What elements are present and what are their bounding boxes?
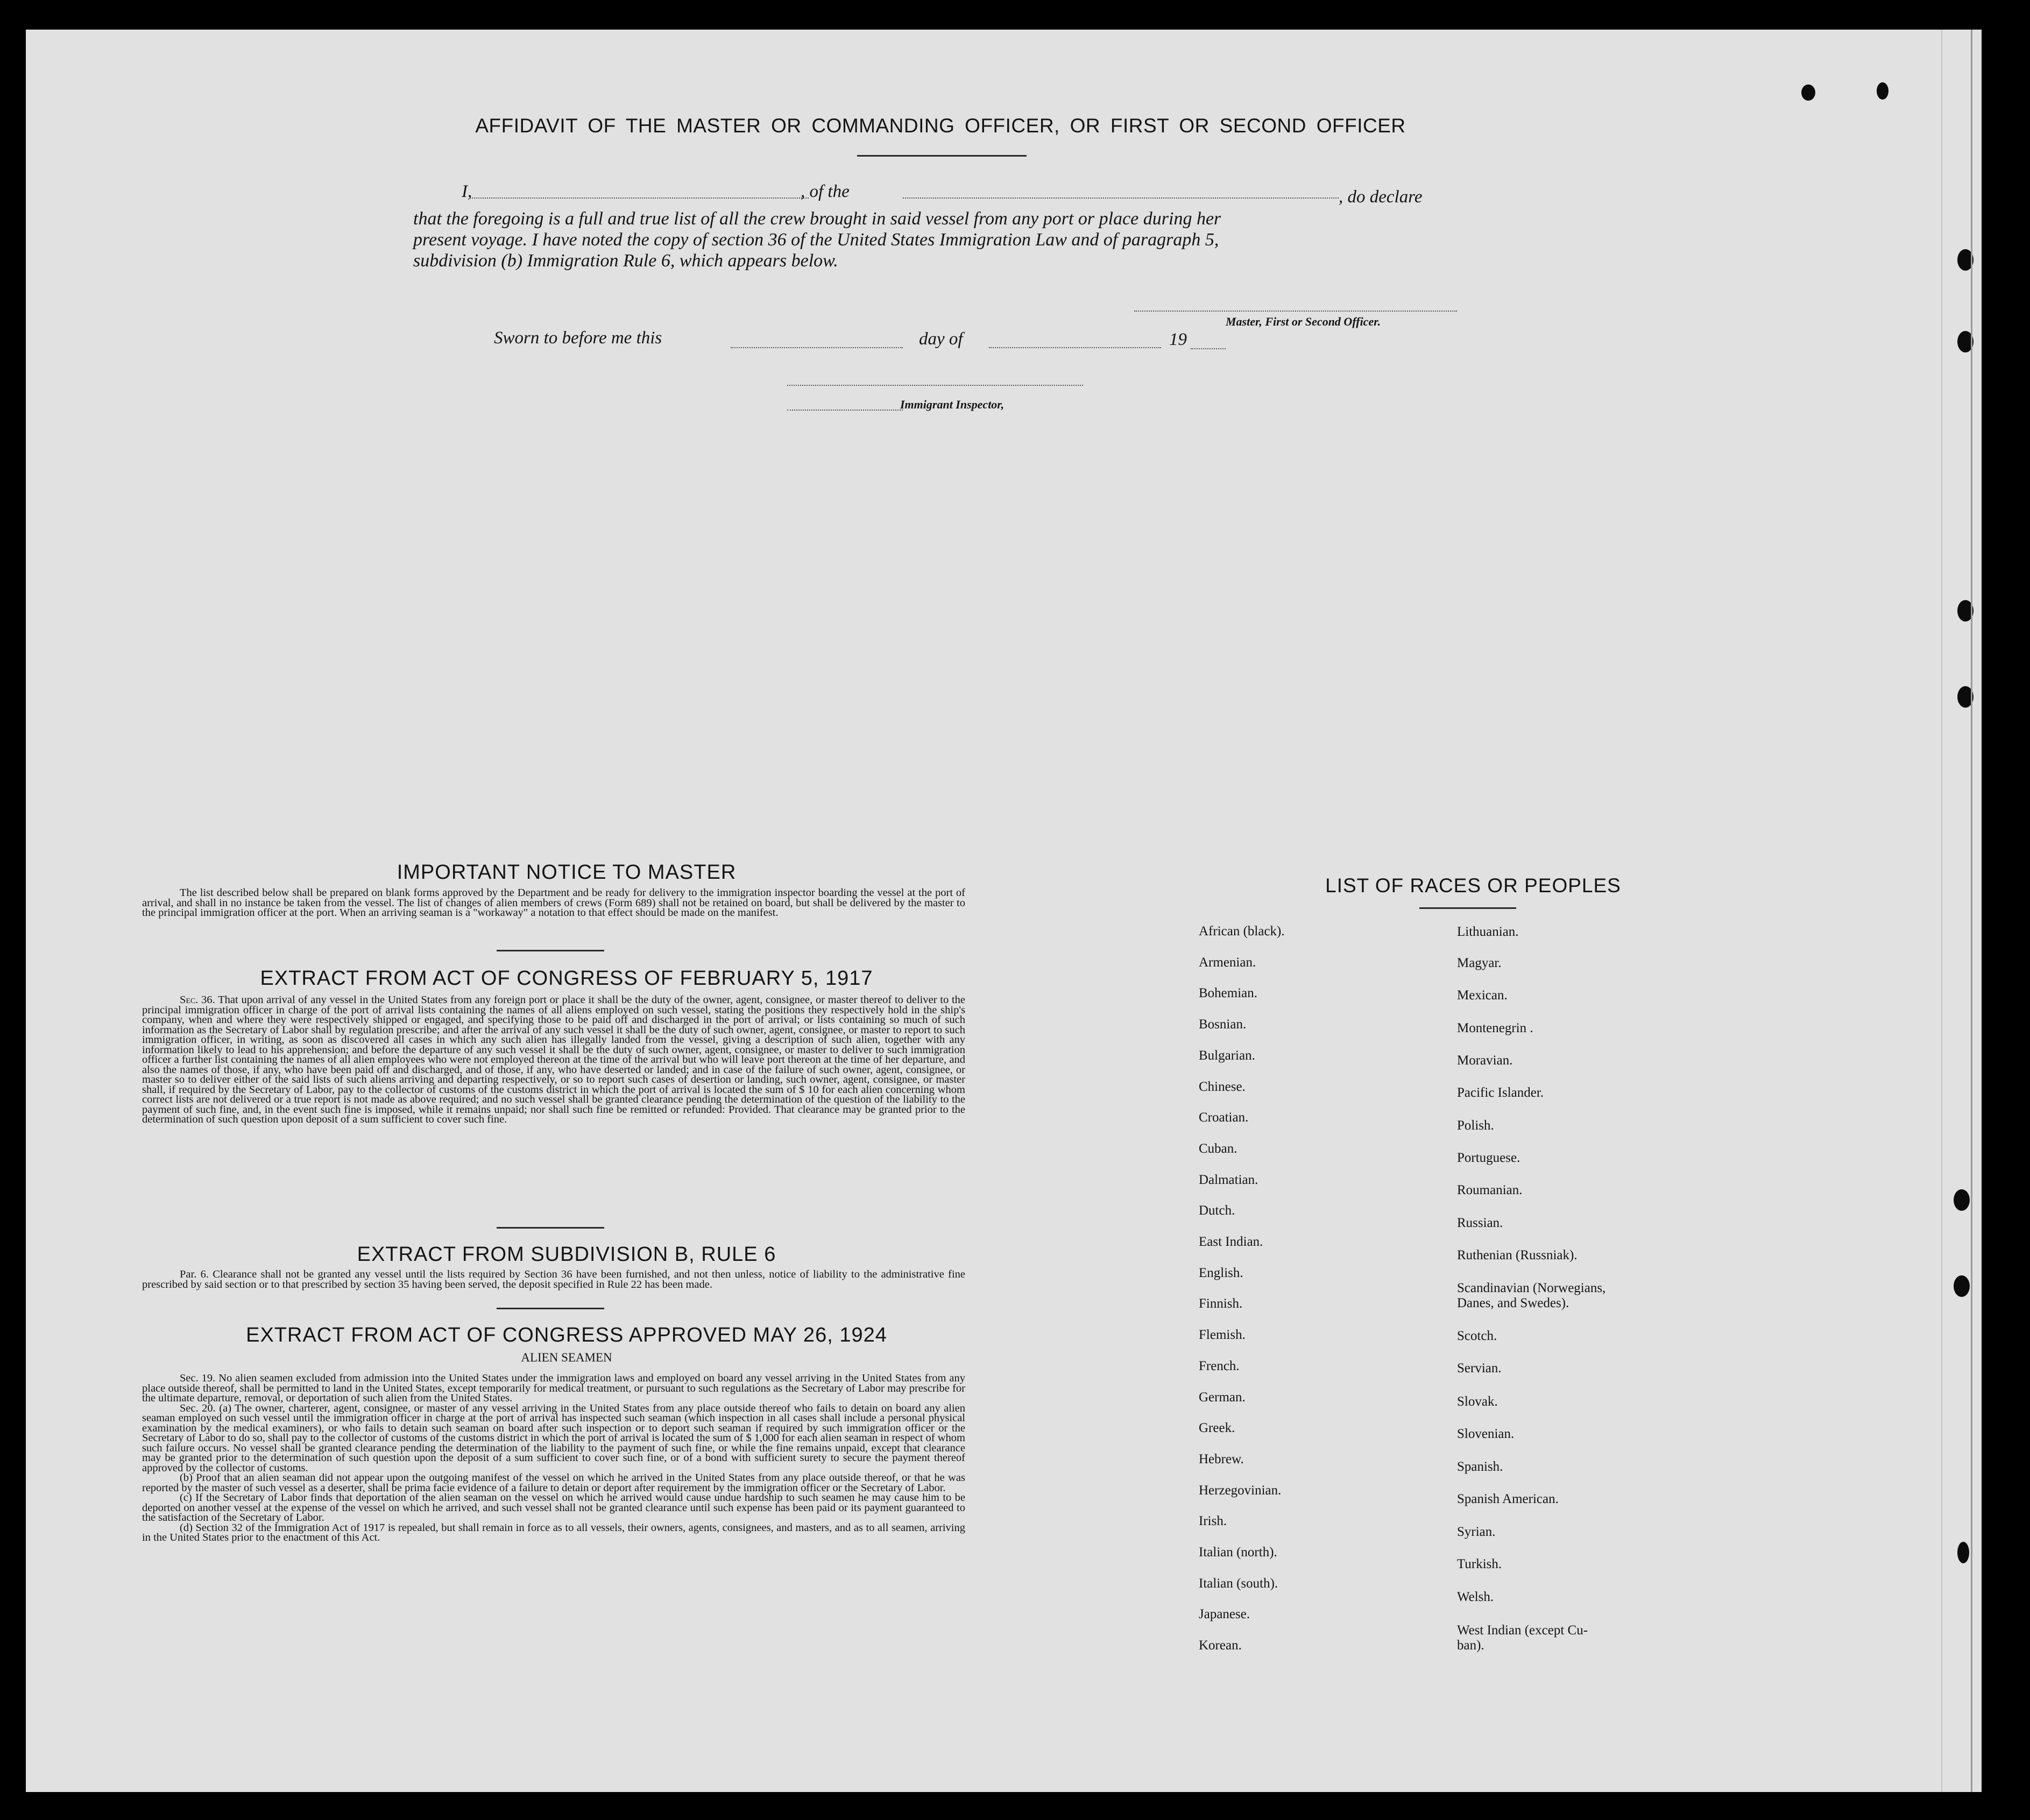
binder-hole [1877,82,1888,100]
race-item: French. [1199,1358,1240,1373]
race-item: Korean. [1199,1638,1242,1653]
declaration-line-2: present voyage. I have noted the copy of section 36 of the United States Immigration Law and of paragraph 5, [413,230,1219,250]
page-edge-line [1941,30,1942,1792]
race-item: Bohemian. [1199,986,1258,1001]
rule-6-title: EXTRACT FROM SUBDIVISION B, RULE 6 [357,1243,776,1266]
race-item: Cuban. [1199,1141,1237,1156]
race-item: Croatian. [1199,1110,1249,1125]
sworn-month-fill-line[interactable] [989,347,1161,348]
extract-1924-subtitle: ALIEN SEAMEN [521,1351,612,1364]
race-item: Hebrew. [1199,1451,1244,1466]
race-item: Herzegovinian. [1199,1483,1282,1498]
race-item: Roumanian. [1457,1183,1523,1197]
race-item: Slovenian. [1457,1427,1515,1441]
i-label: I, [462,182,472,201]
race-item: Italian (north). [1199,1545,1277,1560]
race-item: Portuguese. [1457,1151,1520,1165]
race-item: Dutch. [1199,1203,1235,1218]
race-item: African (black). [1199,924,1285,939]
race-item: Welsh. [1457,1590,1494,1604]
inspector-signature-line-2[interactable] [787,410,903,411]
extract-1924-text [142,1373,965,1543]
extract-1924-title: EXTRACT FROM ACT OF CONGRESS APPROVED MAY 26, 1924 [246,1324,887,1346]
races-title: LIST OF RACES OR PEOPLES [1325,874,1621,897]
rule-6-text [142,1269,965,1289]
race-item: ban). [1457,1638,1484,1653]
race-item: Pacific Islander. [1457,1085,1544,1100]
race-item: Mexican. [1457,988,1508,1003]
notice-text [142,888,965,918]
extract-1917-text [142,995,965,1125]
race-item: Slovak. [1457,1394,1498,1409]
race-item: Spanish. [1457,1459,1503,1474]
day-of-label: day of [919,329,963,349]
race-item: Bulgarian. [1199,1048,1255,1063]
vessel-fill-line[interactable] [903,197,1339,199]
inspector-signature-line-1[interactable] [787,385,1083,386]
officer-signature-line[interactable] [1134,311,1457,312]
paragraph-c: (c) If the Secretary of Labor finds that deportation of the alien seaman on the vessel on which he arrived would cause undue hardship to such seamen he may cause him to be deported on another vessel at the expense of the vessel on which he arrived, and such vessel shall not be granted clearance until such expense has been paid or its payment guaranteed to the satisfaction of the Secretary of Labor. [142,1492,965,1523]
race-item: Turkish. [1457,1557,1502,1571]
race-item: Moravian. [1457,1053,1513,1068]
declaration-line-3: subdivision (b) Immigration Rule 6, which appears below. [413,251,838,271]
race-item: West Indian (except Cu- [1457,1623,1588,1638]
binder-hole [1957,1542,1969,1563]
affidavit-title: AFFIDAVIT OF THE MASTER OR COMMANDING OFFICER, OR FIRST OR SECOND OFFICER [475,115,1406,137]
notice-divider [497,950,604,951]
name-fill-line[interactable] [470,197,809,199]
race-item: Finnish. [1199,1296,1243,1311]
do-declare-label: , do declare [1339,187,1423,207]
race-item: Flemish. [1199,1328,1246,1343]
race-item: Russian. [1457,1216,1503,1230]
race-item: English. [1199,1265,1243,1280]
notice-paragraph: The list described below shall be prepared on blank forms approved by the Department and be ready for delivery to the immigration inspector boarding the vessel at the port of arrival, and shall in no instance be taken from the vessel. The list of changes of alien members of crews (Form 689) shall not be retained on board, but shall be delivered by the master to the principal immigration officer at the port. When an arriving seaman is a "workaway" a notation to that effect should be made on the manifest. [142,887,965,919]
race-item: East Indian. [1199,1235,1263,1249]
binder-hole [1954,1275,1970,1297]
races-divider [1419,907,1516,909]
extract-1917-title: EXTRACT FROM ACT OF CONGRESS OF FEBRUARY 5, 1917 [260,967,873,990]
page-edge-line [1971,30,1972,1792]
of-the-label: , of the [801,182,850,201]
title-underline [857,155,1027,157]
binder-hole [1954,1189,1970,1211]
extract-1917-divider [497,1227,604,1229]
rule-6-divider [497,1308,604,1309]
inspector-caption: Immigrant Inspector, [900,398,1005,411]
sworn-label: Sworn to before me this [494,328,662,348]
binder-hole [1801,84,1815,101]
race-item: Armenian. [1199,955,1256,970]
race-item: Danes, and Swedes). [1457,1296,1569,1310]
paragraph-d: (d) Section 32 of the Immigration Act of 1917 is repealed, but shall remain in force as to all vessels, their owners, agents, consignees, and masters, and as to all seamen, arriving in the United States prior to the enactment of this Act. [142,1521,965,1543]
race-item: Bosnian. [1199,1017,1247,1032]
year-label: 19 [1169,330,1187,349]
race-item: Chinese. [1199,1079,1246,1094]
section-20-paragraph: Sec. 20. (a) The owner, charterer, agent, consignee, or master of any vessel arriving in the United States from any place outside thereof who fails to detain on board any alien seaman employed on such vessel until the immigration officer in charge at the port of arrival has inspected such seaman (which inspection in all cases shall include a personal physical examination by the medical examiners), or who fails to detain such seaman on board after such inspection or to deport such seaman if required by such immigration officer or the Secretary of Labor to do so, shall pay to the collector of customs of the customs district in which the port of arrival is located the sum of $ 1,000 for each alien seaman in respect of whom such failure occurs. No vessel shall be granted clearance pending the determination of the liability to the payment of such fine, or while the fine remains unpaid, except that clearance may be granted prior to the determination of such question upon the deposit of a sum sufficient to cover such fine, or of a bond with sufficient surety to secure the payment thereof approved by the collector of customs. [142,1402,965,1474]
race-item: German. [1199,1389,1246,1405]
notice-title: IMPORTANT NOTICE TO MASTER [397,861,737,884]
paragraph-b: (b) Proof that an alien seaman did not appear upon the outgoing manifest of the vessel on which he arrived in the United States from any place outside thereof, or that he was reported by the master of such vessel as a deserter, shall be prima facie evidence of a failure to detain or deport after requirement by the immigration officer or the Secretary of Labor. [142,1472,965,1494]
race-item: Montenegrin . [1457,1021,1533,1035]
year-fill-line[interactable] [1191,348,1226,349]
race-item: Lithuanian. [1457,925,1519,939]
race-item: Servian. [1457,1361,1502,1375]
race-item: Ruthenian (Russniak). [1457,1248,1578,1262]
race-item: Syrian. [1457,1525,1496,1539]
race-item: Scandinavian (Norwegians, [1457,1281,1606,1295]
race-item: Spanish American. [1457,1492,1559,1506]
sworn-day-fill-line[interactable] [731,347,903,348]
section-19-paragraph: Sec. 19. No alien seamen excluded from admission into the United States under the immigration laws and employed on board any vessel arriving in the United States from any place outside thereof, shall be permitted to land in the United States, except temporarily for medical treatment, or pursuant to such regulations as the Secretary of Labor may prescribe for the ultimate departure, removal, or deportation of such alien from the United States. [142,1372,965,1404]
race-item: Dalmatian. [1199,1172,1258,1187]
race-item: Polish. [1457,1118,1494,1133]
race-item: Irish. [1199,1514,1227,1529]
rule-6-paragraph: Par. 6. Clearance shall not be granted any vessel until the lists required by Section 36 have been furnished, and not then unless, notice of liability to the administrative fine prescribed by said section or to that prescribed by section 35 having been served, the deposit specified in Rule 22 has been made. [142,1268,965,1290]
race-item: Magyar. [1457,956,1502,970]
race-item: Japanese. [1199,1607,1250,1622]
race-item: Italian (south). [1199,1576,1278,1591]
section-36-text: That upon arrival of any vessel in the United States from any foreign port or place it shall be the duty of the owner, agent, consignee, or master thereof to deliver to the principal immigration officer in charge of the port of arrival lists containing the names of all aliens employed on such vessel, stating the positions they respectively hold in the ship's company, when and where they were respectively shipped or engaged, and specifying those to be paid off and discharged in the port of arrival; or lists containing so much of such information as the Secretary of Labor shall by regulation prescribe; and after the arrival of any such vessel it shall be the duty of such owner, agent, consignee, or master to report to such immigration officer, in writing, as soon as discovered all cases in which any such alien has illegally landed from the vessel, giving a description of such alien, together with any information likely to lead to his apprehension; and before the departure of any such vessel it shall be the duty of such owner, agent, consignee, or master to deliver to such immigration officer a further list containing the names of all alien employees who were not employed thereon at the time of the arrival but who will leave port thereon at the time of her departure, and also the names of those, if any, who have been paid off and discharged, and of those, if any, who have deserted or landed; and in case of the failure of such owner, agent, consignee, or master so to deliver either of the said lists of such aliens arriving and departing respectively, or so to report such cases of desertion or landing, such owner, agent, consignee, or master shall, if required by the Secretary of Labor, pay to the collector of customs of the customs district in which the port of arrival is located the sum of $ 10 for each alien concerning whom correct lists are not delivered or a true report is not made as above required; and no such vessel shall be granted clearance pending the determination of the question of the liability to the payment of such fine, and, in the event such fine is imposed, while it remains unpaid; nor shall such fine be remitted or refunded: Provided. That clearance may be granted prior to the determination of such question upon deposit of a sum sufficient to cover such fine. [142,994,966,1125]
declaration-line-1: that the foregoing is a full and true list of all the crew brought in said vessel from any port or place during her [413,209,1221,229]
race-item: Greek. [1199,1421,1235,1436]
section-36-label: Sec. 36. [180,994,215,1006]
officer-signature-caption: Master, First or Second Officer. [1226,315,1381,328]
document-page [26,30,1982,1792]
race-item: Scotch. [1457,1329,1497,1343]
